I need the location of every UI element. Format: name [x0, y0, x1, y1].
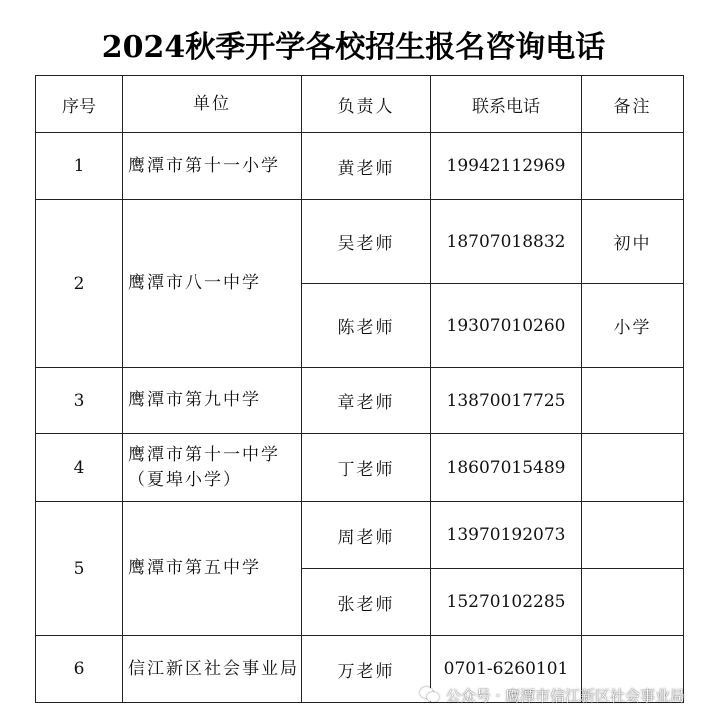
row-no: 1 — [36, 133, 123, 200]
row-note — [582, 434, 684, 502]
row-no: 3 — [36, 368, 123, 434]
row-phone: 19942112969 — [431, 133, 582, 200]
header-phone: 联系电话 — [431, 76, 582, 133]
table-row — [36, 368, 684, 434]
watermark-text: 公众号 · 鹰潭市信江新区社会事业局 — [445, 686, 685, 705]
table-row — [36, 200, 684, 284]
row-note: 小学 — [582, 284, 684, 368]
row-note — [582, 569, 684, 636]
row-phone: 18607015489 — [431, 434, 582, 502]
row-phone: 13970192073 — [431, 502, 582, 569]
row-person: 黄老师 — [302, 133, 431, 200]
table-row — [36, 434, 684, 502]
row-person: 丁老师 — [302, 434, 431, 502]
table-row — [36, 502, 684, 569]
row-person: 吴老师 — [302, 200, 431, 284]
watermark — [420, 684, 685, 706]
row-unit: 信江新区社会事业局 — [123, 636, 302, 703]
page-title: 2024秋季开学各校招生报名咨询电话 — [101, 30, 606, 65]
row-unit: 鹰潭市八一中学 — [123, 200, 302, 368]
row-phone: 13870017725 — [431, 368, 582, 434]
contact-table — [35, 75, 684, 703]
row-unit: 鹰潭市第十一中学 — [128, 444, 280, 465]
row-unit-sub: （夏埠小学） — [128, 469, 242, 490]
header-note: 备注 — [582, 76, 684, 133]
row-unit: 鹰潭市第十一小学 — [123, 133, 302, 200]
table-header-row — [36, 76, 684, 133]
row-person: 章老师 — [302, 368, 431, 434]
row-unit-cell — [123, 434, 302, 502]
row-phone: 15270102285 — [431, 569, 582, 636]
row-note: 初中 — [582, 200, 684, 284]
row-no: 4 — [36, 434, 123, 502]
row-person: 周老师 — [302, 502, 431, 569]
row-no: 5 — [36, 502, 123, 636]
header-person: 负责人 — [302, 76, 431, 133]
row-unit: 鹰潭市第九中学 — [123, 368, 302, 434]
row-person: 陈老师 — [302, 284, 431, 368]
row-unit: 鹰潭市第五中学 — [123, 502, 302, 636]
row-no: 6 — [36, 636, 123, 703]
header-no: 序号 — [36, 76, 123, 133]
row-no: 2 — [36, 200, 123, 368]
wechat-icon — [420, 687, 440, 703]
row-person: 张老师 — [302, 569, 431, 636]
table-row — [36, 133, 684, 200]
row-person: 万老师 — [302, 636, 431, 703]
row-phone: 19307010260 — [431, 284, 582, 368]
row-phone: 18707018832 — [431, 200, 582, 284]
row-note — [582, 133, 684, 200]
row-note — [582, 502, 684, 569]
row-phone: 0701-6260101 — [431, 636, 582, 703]
header-unit: 单位 — [123, 76, 302, 133]
row-note — [582, 368, 684, 434]
